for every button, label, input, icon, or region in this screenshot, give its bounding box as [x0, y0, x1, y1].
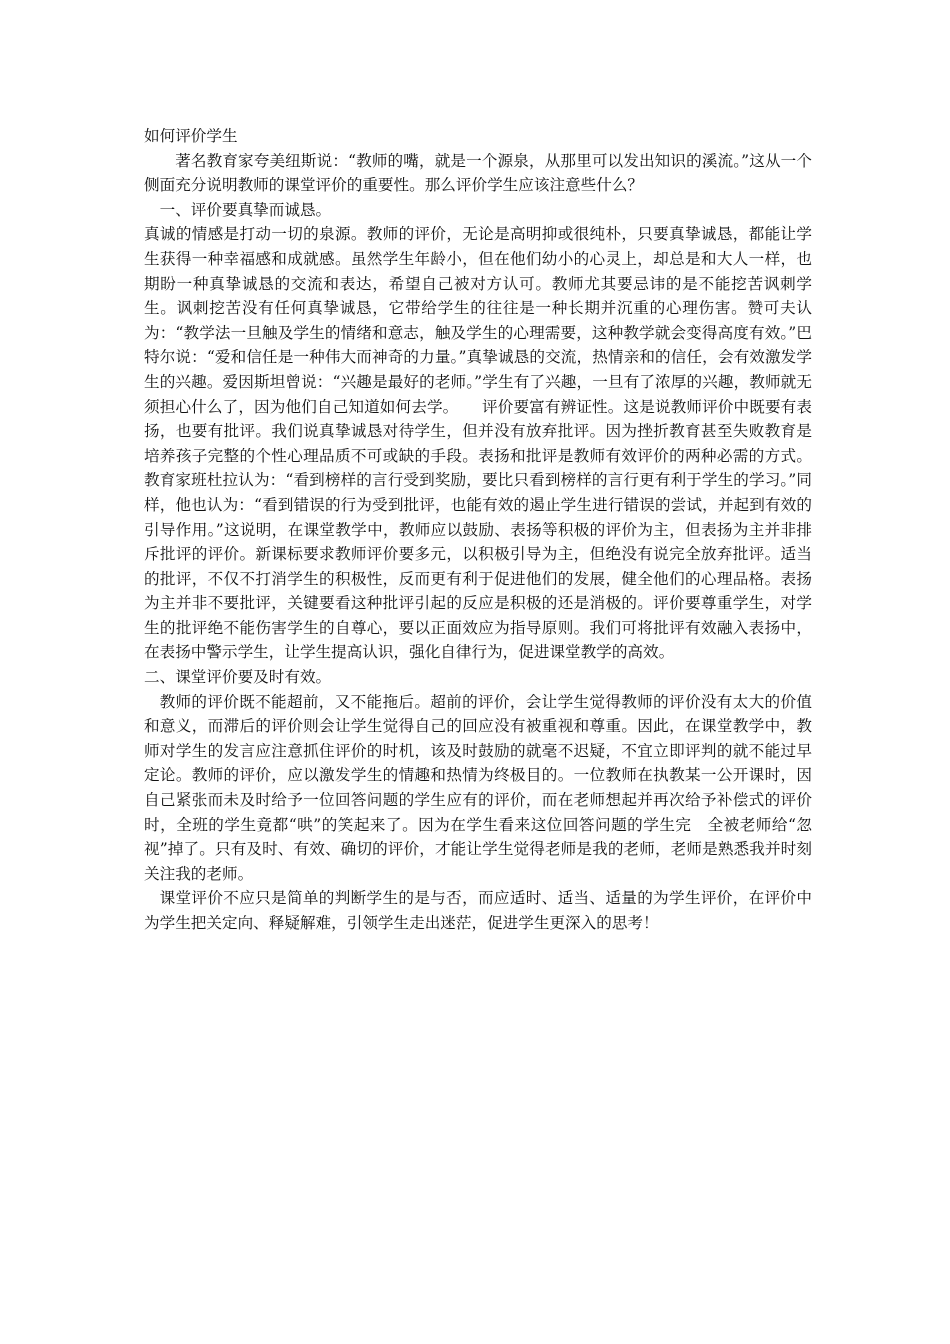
- body-paragraph-2: 教师的评价既不能超前，又不能拖后。超前的评价，会让学生觉得教师的评价没有太大的价值和意义，而滞后的评价则会让学生觉得自己的回应没有被重视和尊重。因此，在课堂教学中，教师对学生的发言应注意抓住评价的时机，该及时鼓励的就毫不迟疑，不宜立即评判的就不能过早定论。教师的评价，应以激发学生的情趣和热情为终极目的。一位教师在执教某一公开课时，因自己紧张而未及时给予一位回答问题的学生应有的评价，而在老师想起并再次给予补偿式的评价时，全班的学生竟都“哄”的笑起来了。因为在学生看来这位回答问题的学生完 全被老师给“忽视”掉了。只有及时、有效、确切的评价，才能让学生觉得老师是我的老师，老师是熟悉我并时刻关注我的老师。: [144, 692, 812, 883]
- closing-paragraph: 课堂评价不应只是简单的判断学生的是与否，而应适时、适当、适量的为学生评价，在评价中为学生把关定向、释疑解难，引领学生走出迷茫，促进学生更深入的思考！: [144, 889, 812, 932]
- intro-paragraph: 著名教育家夸美纽斯说：“教师的嘴，就是一个源泉，从那里可以发出知识的溪流。”这从一个侧面充分说明教师的课堂评价的重要性。那么评价学生应该注意些什么？: [144, 151, 812, 195]
- section-heading-1: 一、评价要真挚而诚恳。: [159, 200, 332, 219]
- document-page: [144, 124, 812, 936]
- section-heading-2: 二、课堂评价要及时有效。: [144, 668, 332, 687]
- body-paragraph-1: 真诚的情感是打动一切的泉源。教师的评价，无论是高明抑或很纯朴，只要真挚诚恳，都能让学生获得一种幸福感和成就感。虽然学生年龄小，但在他们幼小的心灵上，却总是和大人一样，也期盼一种真挚诚恳的交流和表达，希望自己被对方认可。教师尤其要忌讳的是不能挖苦讽刺学生。讽刺挖苦没有任何真挚诚恳，它带给学生的往往是一种长期并沉重的心理伤害。赞可夫认为：“教学法一旦触及学生的情绪和意志，触及学生的心理需要，这种教学就会变得高度有效。”巴特尔说：“爱和信任是一种伟大而神奇的力量。”真挚诚恳的交流，热情亲和的信任，会有效激发学生的兴趣。爱因斯坦曾说：“兴趣是最好的老师。”学生有了兴趣，一旦有了浓厚的兴趣，教师就无须担心什么了，因为他们自己知道如何去学。 评价要富有辨证性。这是说教师评价中既要有表扬，也要有批评。我们说真挚诚恳对待学生，但并没有放弃批评。因为挫折教育甚至失败教育是培养孩子完整的个性心理品质不可或缺的手段。表扬和批评是教师有效评价的两种必需的方式。教育家班杜拉认为：“看到榜样的言行受到奖励，要比只看到榜样的言行更有利于学生的学习。”同样，他也认为：“看到错误的行为受到批评，也能有效的遏止学生进行错误的尝试，并起到有效的引导作用。”这说明，在课堂教学中，教师应以鼓励、表扬等积极的评价为主，但表扬为主并非排斥批评的评价。新课标要求教师评价要多元，以积极引导为主，但绝没有说完全放弃批评。适当的批评，不仅不打消学生的积极性，反而更有利于促进他们的发展，健全他们的心理品格。表扬为主并非不要批评，关键要看这种批评引起的反应是积极的还是消极的。评价要尊重学生，对学生的批评绝不能伤害学生的自尊心，要以正面效应为指导原则。我们可将批评有效融入表扬中，在表扬中警示学生，让学生提高认识，强化自律行为，促进课堂教学的高效。: [144, 225, 812, 662]
- document-title: 如何评价学生: [144, 127, 238, 145]
